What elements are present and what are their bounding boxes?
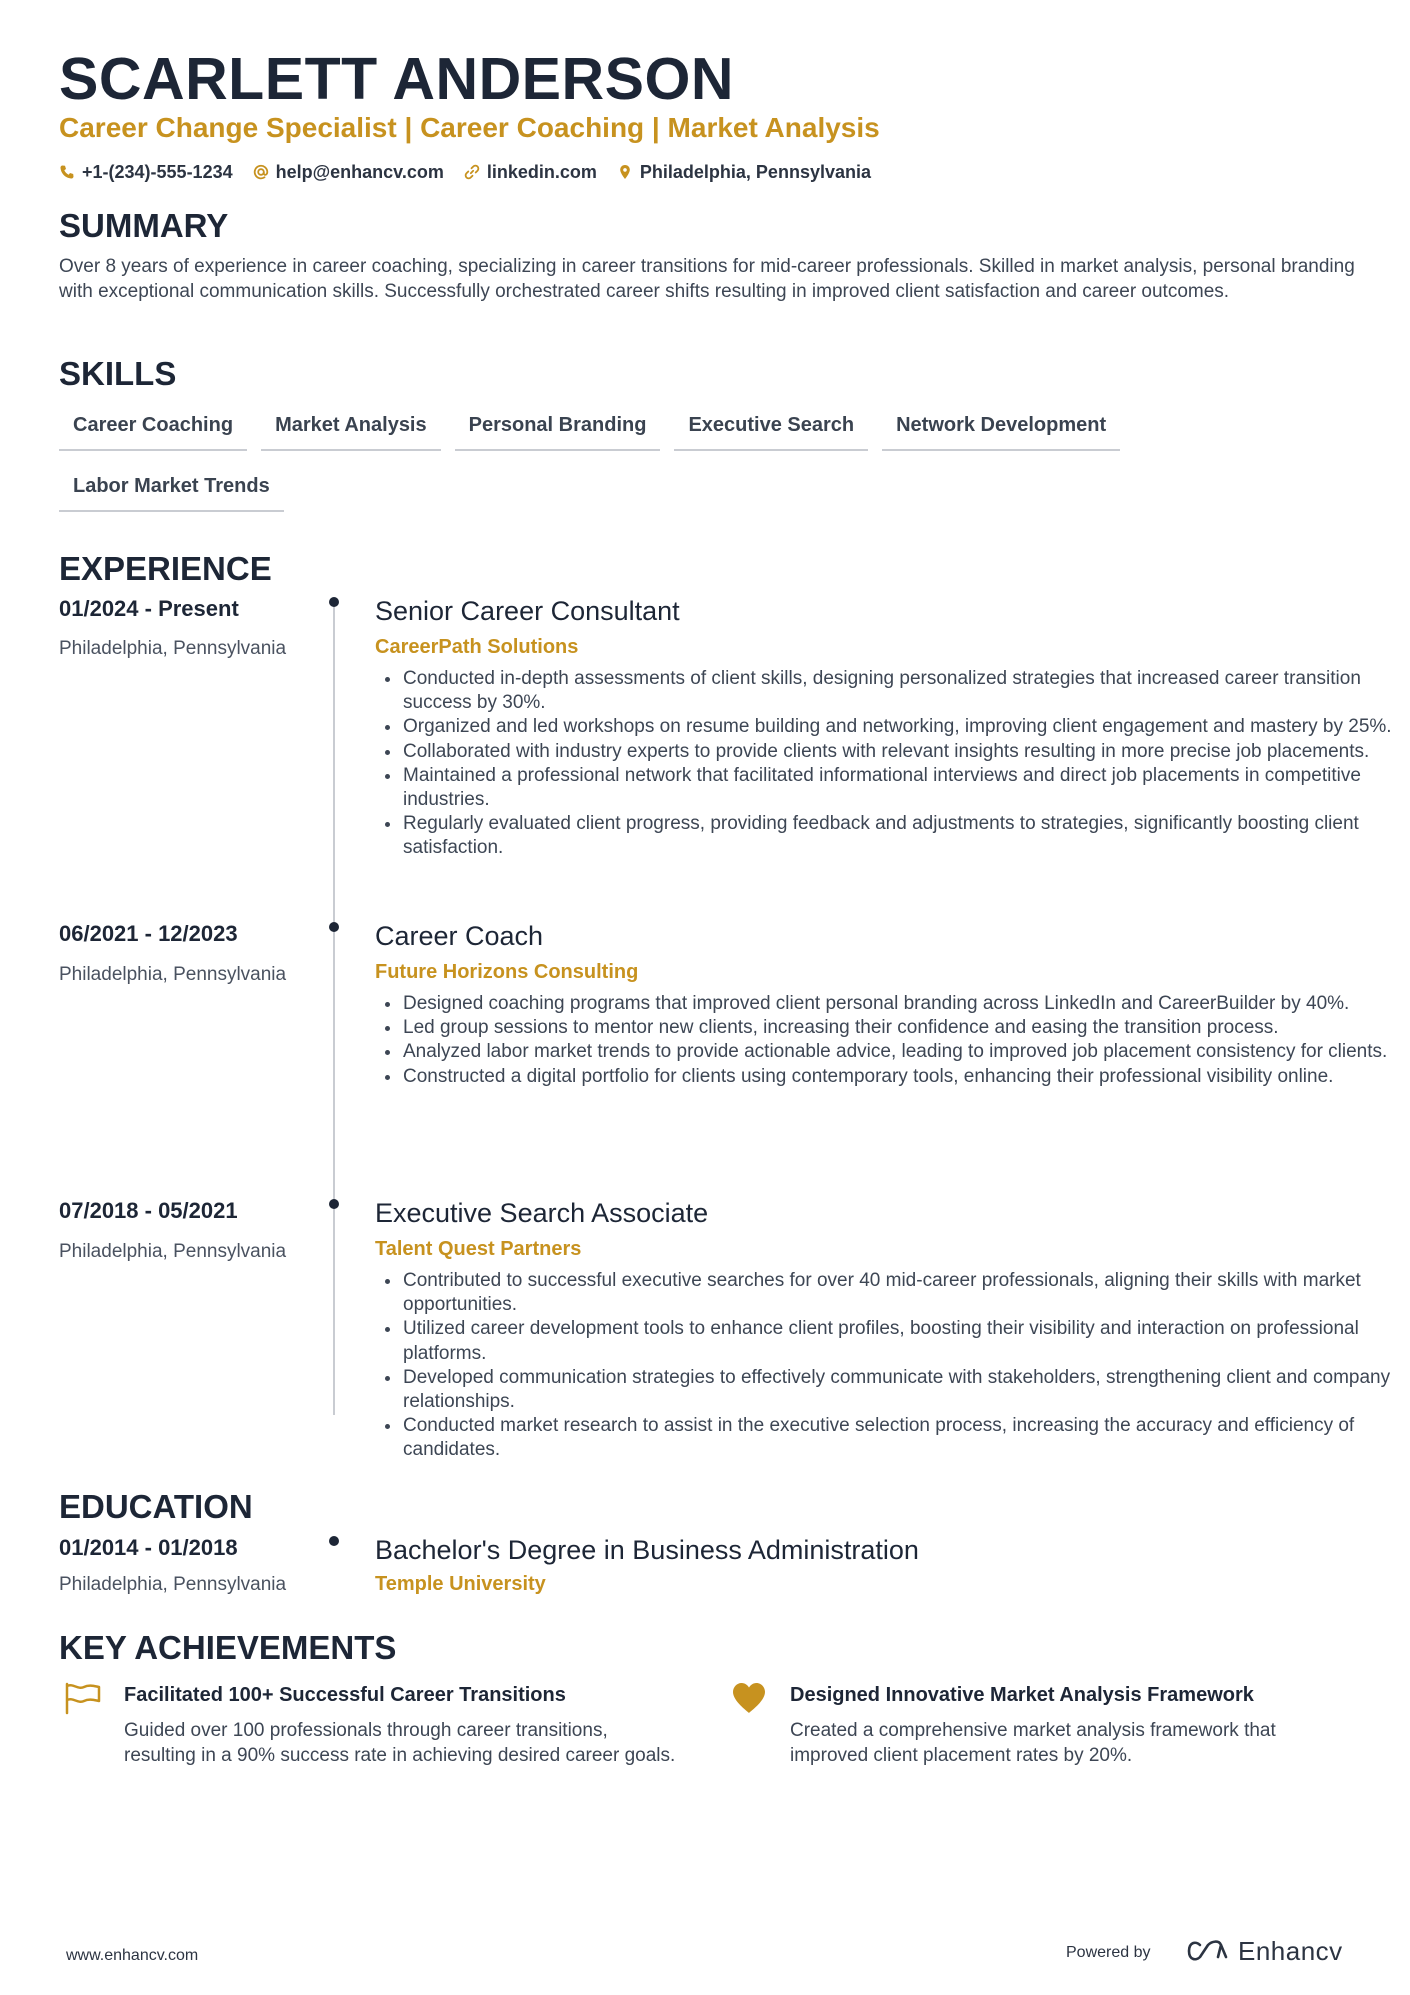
bullet-item: Regularly evaluated client progress, providing feedback and adjustments to strategies, significantly boosting client satisfaction. (375, 812, 1410, 860)
education-location: Philadelphia, Pennsylvania (59, 1574, 287, 1595)
timeline-dot (329, 597, 339, 607)
skill-tag: Labor Market Trends (59, 467, 284, 512)
contact-linkedin-text: linkedin.com (486, 162, 597, 182)
achievement-title: Facilitated 100+ Successful Career Transitions (124, 1684, 566, 1706)
footer-brand: Enhancv (1238, 1936, 1343, 1966)
summary-heading: SUMMARY (59, 207, 229, 244)
entry-location: Philadelphia, Pennsylvania (59, 964, 287, 985)
contact-location-text: Philadelphia, Pennsylvania (639, 162, 871, 182)
at-icon (253, 164, 269, 180)
candidate-title: Career Change Specialist | Career Coaching | Market Analysis (59, 112, 880, 143)
bullet-item: Collaborated with industry experts to provide clients with relevant insights resulting in more precise job placements. (375, 740, 1410, 764)
skills-heading: SKILLS (59, 355, 177, 392)
contact-location (617, 160, 871, 184)
skills-list (59, 406, 1319, 512)
entry-dates: 07/2018 - 05/2021 (59, 1198, 238, 1223)
entry-company: Future Horizons Consulting (375, 961, 639, 983)
footer-url[interactable]: www.enhancv.com (66, 1947, 199, 1964)
bullet-item: Conducted market research to assist in the executive selection process, increasing the accuracy and efficiency of candidates. (375, 1414, 1410, 1462)
entry-role: Senior Career Consultant (375, 596, 680, 626)
education-school: Temple University (375, 1573, 546, 1595)
skill-tag: Network Development (882, 406, 1120, 451)
bullet-item: Constructed a digital portfolio for clients using contemporary tools, enhancing their professional visibility online. (375, 1065, 1410, 1089)
bullet-item: Led group sessions to mentor new clients, increasing their confidence and easing the transition process. (375, 1016, 1410, 1040)
contact-phone[interactable] (59, 160, 233, 184)
bullet-item: Developed communication strategies to effectively communicate with stakeholders, strengthening client and company relationships. (375, 1366, 1410, 1414)
summary-text: Over 8 years of experience in career coaching, specializing in career transitions for mid-career professionals. Skilled in market analysis, personal branding with exceptional communication skills. Successfully orchestrated career shifts resulting in improved client satisfaction and career outcomes. (59, 256, 1355, 302)
entry-bullets (375, 1269, 1410, 1463)
bullet-item: Contributed to successful executive searches for over 40 mid-career professionals, aligning their skills with market opportunities. (375, 1269, 1410, 1317)
location-pin-icon (617, 164, 633, 180)
entry-role: Executive Search Associate (375, 1198, 709, 1228)
footer-logo[interactable] (1186, 1936, 1343, 1966)
timeline-dot (329, 1536, 339, 1546)
contact-bar (59, 160, 871, 184)
footer-powered-by: Powered by (1066, 1944, 1151, 1961)
entry-location: Philadelphia, Pennsylvania (59, 1241, 287, 1262)
achievements-heading: KEY ACHIEVEMENTS (59, 1629, 397, 1666)
skill-tag: Career Coaching (59, 406, 247, 451)
candidate-name: SCARLETT ANDERSON (59, 46, 734, 112)
link-icon (464, 164, 480, 180)
achievement-title: Designed Innovative Market Analysis Framework (790, 1684, 1254, 1706)
entry-company: Talent Quest Partners (375, 1238, 582, 1260)
entry-company: CareerPath Solutions (375, 636, 579, 658)
education-degree: Bachelor's Degree in Business Administration (375, 1535, 919, 1565)
skill-tag: Personal Branding (455, 406, 661, 451)
bullet-item: Maintained a professional network that facilitated informational interviews and direct job placements in competitive industries. (375, 764, 1410, 812)
contact-email-text: help@enhancv.com (275, 162, 444, 182)
education-dates: 01/2014 - 01/2018 (59, 1535, 238, 1560)
achievement-description: Guided over 100 professionals through career transitions, resulting in a 90% success rate in achieving desired career goals. (124, 1720, 676, 1766)
contact-phone-text: +1-(234)-555-1234 (82, 162, 233, 182)
heart-icon (730, 1681, 768, 1715)
timeline-dot (329, 1199, 339, 1209)
entry-dates: 06/2021 - 12/2023 (59, 921, 238, 946)
bullet-item: Utilized career development tools to enhance client profiles, boosting their visibility and interaction on professional platforms. (375, 1317, 1410, 1365)
entry-bullets (375, 667, 1410, 861)
education-heading: EDUCATION (59, 1488, 253, 1525)
enhancv-logo-icon (1186, 1939, 1230, 1963)
entry-role: Career Coach (375, 921, 544, 951)
contact-linkedin[interactable] (464, 160, 597, 184)
skill-tag: Market Analysis (261, 406, 441, 451)
entry-bullets (375, 992, 1410, 1089)
skill-tag: Executive Search (674, 406, 868, 451)
bullet-item: Organized and led workshops on resume building and networking, improving client engagement and mastery by 25%. (375, 715, 1410, 739)
achievement-description: Created a comprehensive market analysis framework that improved client placement rates by 20%. (790, 1720, 1276, 1766)
bullet-item: Designed coaching programs that improved client personal branding across LinkedIn and CareerBuilder by 40%. (375, 992, 1410, 1016)
contact-email[interactable] (253, 160, 444, 184)
entry-location: Philadelphia, Pennsylvania (59, 638, 287, 659)
phone-icon (59, 164, 75, 180)
experience-heading: EXPERIENCE (59, 550, 272, 587)
bullet-item: Conducted in-depth assessments of client skills, designing personalized strategies that increased career transition success by 30%. (375, 667, 1410, 715)
timeline-dot (329, 922, 339, 932)
flag-icon (64, 1681, 102, 1715)
experience-timeline (333, 605, 335, 1415)
entry-dates: 01/2024 - Present (59, 596, 239, 621)
bullet-item: Analyzed labor market trends to provide actionable advice, leading to improved job placement consistency for clients. (375, 1040, 1410, 1064)
